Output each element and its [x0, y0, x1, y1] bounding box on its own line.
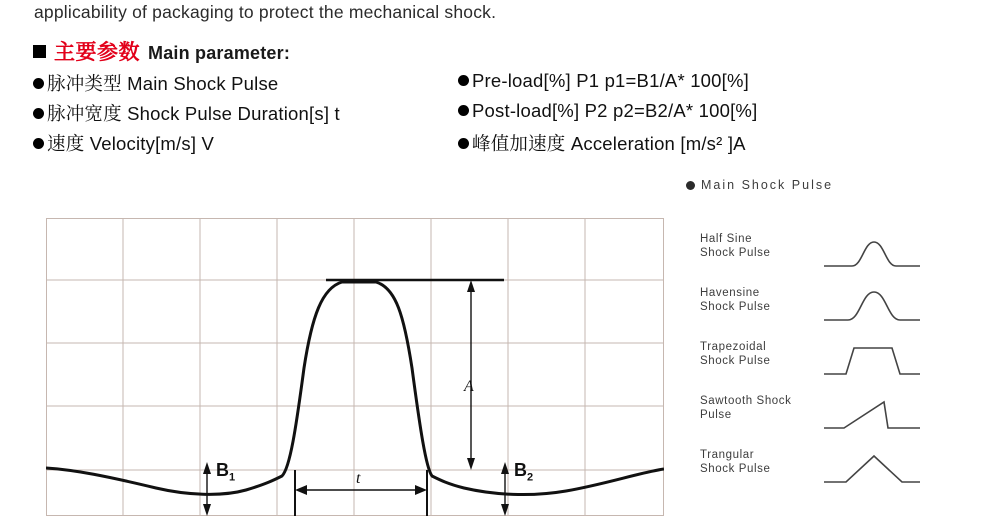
parameter-label: 脉冲宽度 Shock Pulse Duration[s] t [47, 103, 340, 124]
parameter-item [458, 100, 888, 126]
parameter-row [33, 70, 893, 96]
pulse-name: Sawtooth Shock Pulse [700, 395, 792, 421]
section-heading [33, 36, 290, 66]
parameter-row [33, 130, 893, 156]
bullet-icon [458, 105, 469, 116]
parameter-item [458, 130, 888, 156]
parameter-row [33, 100, 893, 126]
pulse-name: Half Sine Shock Pulse [700, 233, 771, 259]
list-item [700, 448, 990, 502]
parameter-label: 速度 Velocity[m/s] V [47, 133, 215, 154]
pulse-name: Trapezoidal Shock Pulse [700, 341, 771, 367]
pulse-name: Havensine Shock Pulse [700, 287, 771, 313]
chart-label-postload: $B_2$ [514, 460, 534, 484]
pulse-shape-list [700, 232, 990, 502]
chart-curve [46, 218, 664, 516]
pulse-name: Trangular Shock Pulse [700, 449, 771, 475]
trapezoidal-icon [822, 336, 922, 382]
parameter-label: 脉冲类型 Main Shock Pulse [47, 73, 279, 94]
parameter-item [33, 130, 458, 156]
list-item [700, 286, 990, 340]
sawtooth-icon [822, 390, 922, 436]
list-item [700, 340, 990, 394]
parameter-list [33, 70, 893, 160]
section-heading-cn: 主要参数 [54, 41, 140, 64]
parameter-label: Pre-load[%] P1 p1=B1/A* 100[%] [472, 70, 749, 91]
bullet-icon [33, 108, 44, 119]
bullet-icon [33, 78, 44, 89]
half-sine-icon [822, 228, 922, 274]
parameter-item [33, 100, 458, 126]
legend-title [686, 178, 833, 192]
parameter-label: 峰值加速度 Acceleration [m/s² ]A [472, 133, 746, 154]
chart-label-preload: $B_1$ [216, 460, 236, 484]
chart-label-duration: t [356, 470, 361, 487]
bullet-icon [458, 138, 469, 149]
chart-label-amplitude: A [464, 378, 474, 395]
triangular-icon [822, 444, 922, 490]
square-marker-icon [33, 45, 46, 58]
legend-title-label: Main Shock Pulse [701, 178, 834, 192]
bullet-icon [686, 181, 695, 190]
parameter-label: Post-load[%] P2 p2=B2/A* 100[%] [472, 100, 758, 121]
haversine-icon [822, 282, 922, 328]
parameter-item [458, 70, 888, 96]
list-item [700, 232, 990, 286]
shock-pulse-chart [46, 218, 664, 516]
parameter-item [33, 70, 458, 96]
bullet-icon [33, 138, 44, 149]
bullet-icon [458, 75, 469, 86]
list-item [700, 394, 990, 448]
intro-paragraph: applicability of packaging to protect the mechanical shock. [34, 2, 497, 22]
section-heading-en: Main parameter: [148, 43, 291, 63]
